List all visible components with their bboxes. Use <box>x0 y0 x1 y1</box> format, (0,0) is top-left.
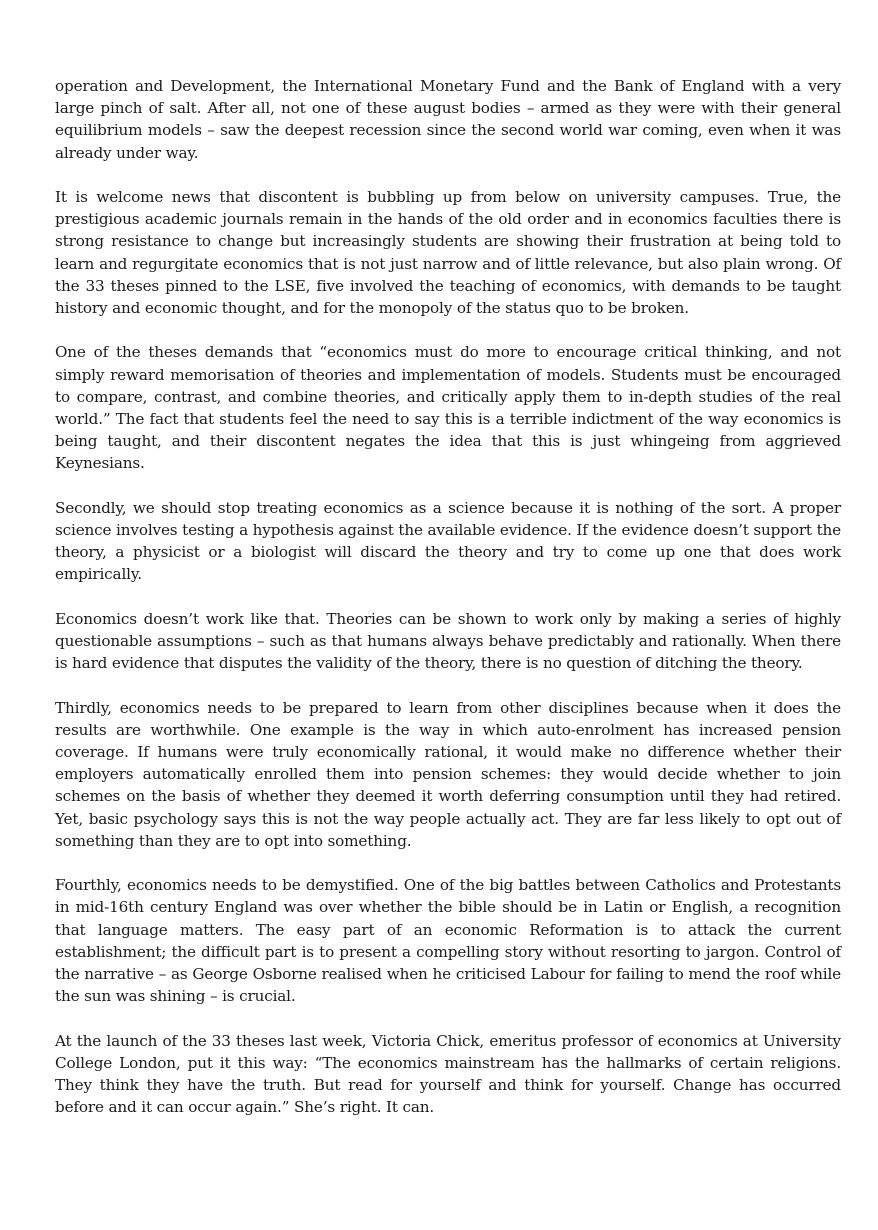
paragraph-6: Thirdly, economics needs to be prepared to learn from other disciplines because when it does the results are worthwhile. One example is the way in which auto-enrolment has increased pension coverage. If humans were truly economically rational, it would make no difference whether their employers automatically enrolled them into pension schemes: they would decide whether to join schemes on the basis of whether they deemed it worth deferring consumption until they had retired. Yet, basic psychology says this is not the way people actually act. They are far less likely to opt out of something than they are to opt into something. <box>55 698 841 850</box>
paragraph-3: One of the theses demands that “economics must do more to encourage critical thinking, and not simply reward memorisation of theories and implementation of models. Students must be encouraged to compare, contrast, and combine theories, and critically apply them to in-depth studies of the real world.” The fact that students feel the need to say this is a terrible indictment of the way economics is being taught, and their discontent negates the idea that this is just whingeing from aggrieved Keynesians. <box>55 343 841 473</box>
paragraph-1: operation and Development, the International Monetary Fund and the Bank of England with a very large pinch of salt. After all, not one of these august bodies – armed as they were with their general equilibrium models – saw the deepest recession since the second world war coming, even when it was already under way. <box>55 77 841 162</box>
paragraph-4: Secondly, we should stop treating economics as a science because it is nothing of the sort. A proper science involves testing a hypothesis against the available evidence. If the evidence doesn’t support the theory, a physicist or a biologist will discard the theory and try to come up one that does work empirically. <box>55 498 841 584</box>
document-page <box>55 75 841 1141</box>
paragraph-5: Economics doesn’t work like that. Theories can be shown to work only by making a series of highly questionable assumptions – such as that humans always behave predictably and rationally. When there is hard evidence that disputes the validity of the theory, there is no question of ditching the theory. <box>55 609 841 673</box>
paragraph-7: Fourthly, economics needs to be demystified. One of the big battles between Catholics and Protestants in mid-16th century England was over whether the bible should be in Latin or English, a recognition that language matters. The easy part of an economic Reformation is to attack the current establishment; the difficult part is to present a compelling story without resorting to jargon. Control of the narrative – as George Osborne realised when he criticised Labour for failing to mend the roof while the sun was shining – is crucial. <box>55 876 841 1006</box>
paragraph-2: It is welcome news that discontent is bubbling up from below on university campuses. True, the prestigious academic journals remain in the hands of the old order and in economics faculties there is strong resistance to change but increasingly students are showing their frustration at being told to learn and regurgitate economics that is not just narrow and of little relevance, but also plain wrong. Of the 33 theses pinned to the LSE, five involved the teaching of economics, with demands to be taught history and economic thought, and for the monopoly of the status quo to be broken. <box>55 188 841 318</box>
paragraph-8: At the launch of the 33 theses last week, Victoria Chick, emeritus professor of economics at University College London, put it this way: “The economics mainstream has the hallmarks of certain religions. They think they have the truth. But read for yourself and think for yourself. Change has occurred before and it can occur again.” She’s right. It can. <box>55 1031 841 1117</box>
